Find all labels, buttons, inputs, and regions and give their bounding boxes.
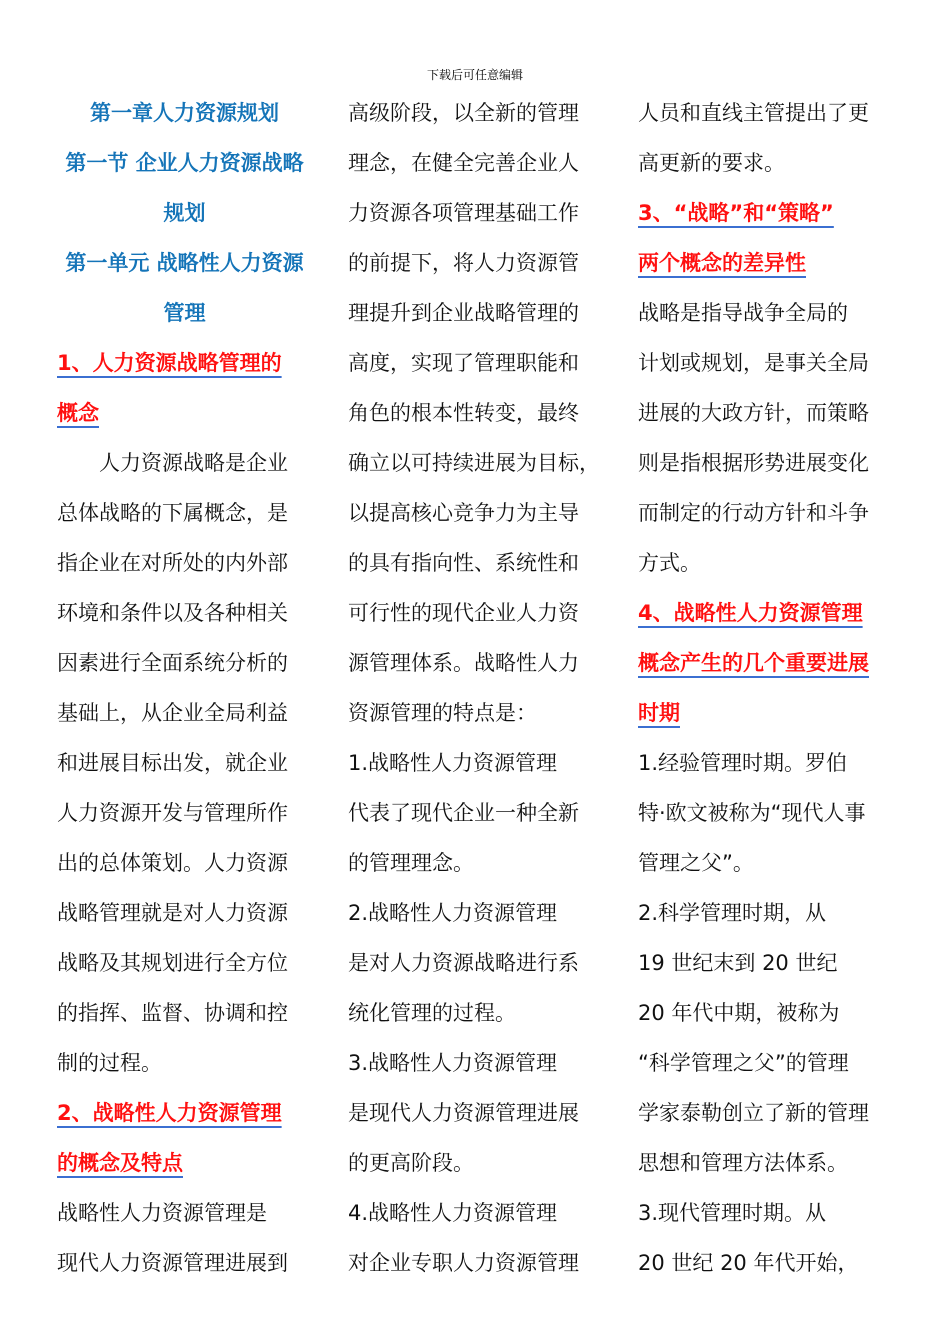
body-text-line: 战略及其规划进行全方位	[57, 951, 288, 975]
body-text-line: 进展的大政方针，而策略	[638, 401, 869, 425]
body-text-line: 角色的根本性转变，最终	[348, 401, 579, 425]
body-text-line: 1.经验管理时期。罗伯	[638, 751, 848, 775]
body-text-line: “科学管理之父”的管理	[638, 1051, 849, 1075]
section-heading-line: 时期	[638, 701, 680, 725]
body-text-line: 学家泰勒创立了新的管理	[638, 1101, 869, 1125]
body-text-line: 3.现代管理时期。从	[638, 1201, 827, 1225]
page-header: 下载后可任意编辑	[426, 68, 523, 82]
body-text-line: 和进展目标出发，就企业	[57, 751, 288, 775]
chapter-heading-line: 第一节 企业人力资源战略	[65, 151, 304, 175]
body-text-line: 战略是指导战争全局的	[638, 301, 848, 325]
body-text-line: 是对人力资源战略进行系	[348, 951, 579, 975]
body-text-line: 的管理理念。	[348, 851, 474, 875]
body-text-line: 思想和管理方法体系。	[638, 1151, 848, 1175]
body-text-line: 则是指根据形势进展变化	[638, 451, 869, 475]
body-text-line: 对企业专职人力资源管理	[348, 1251, 579, 1275]
body-text-line: 的指挥、监督、协调和控	[57, 1001, 288, 1025]
body-text-line: 理念，在健全完善企业人	[348, 151, 579, 175]
body-text-line: 源管理体系。战略性人力	[348, 651, 579, 675]
body-text-line: 而制定的行动方针和斗争	[638, 501, 869, 525]
body-text-line: 现代人力资源管理进展到	[57, 1251, 288, 1275]
section-heading-line: 的概念及特点	[57, 1151, 183, 1175]
body-text-line: 2.战略性人力资源管理	[348, 901, 558, 925]
body-text-line: 20 年代中期，被称为	[638, 1001, 840, 1025]
chapter-heading-line: 规划	[163, 201, 206, 225]
body-text-line: 资源管理的特点是：	[348, 701, 537, 725]
body-text-line: 人员和直线主管提出了更	[638, 101, 869, 125]
body-text-line: 19 世纪末到 20 世纪	[638, 951, 838, 975]
section-heading-line: 2、战略性人力资源管理	[57, 1101, 282, 1125]
body-text-line: 环境和条件以及各种相关	[57, 601, 288, 625]
body-text-line: 是现代人力资源管理进展	[348, 1101, 579, 1125]
section-heading-line: 概念产生的几个重要进展	[638, 651, 869, 675]
body-text-line: 力资源各项管理基础工作	[348, 201, 579, 225]
section-heading-line: 4、战略性人力资源管理	[638, 601, 863, 625]
body-text-line: 高度，实现了管理职能和	[348, 351, 579, 375]
body-text-line: 统化管理的过程。	[348, 1001, 516, 1025]
body-text-line: 高更新的要求。	[638, 151, 785, 175]
body-text-line: 以提高核心竞争力为主导	[348, 501, 579, 525]
body-text-line: 战略性人力资源管理是	[57, 1201, 267, 1225]
chapter-heading-line: 管理	[163, 301, 206, 325]
column-1	[57, 88, 312, 1288]
body-text-line: 1.战略性人力资源管理	[348, 751, 558, 775]
body-text-line: 指企业在对所处的内外部	[57, 551, 288, 575]
body-text-line: 管理之父”。	[638, 851, 754, 875]
body-text-line: 可行性的现代企业人力资	[348, 601, 579, 625]
body-text-line: 因素进行全面系统分析的	[57, 651, 288, 675]
body-text-line: 人力资源开发与管理所作	[57, 801, 288, 825]
body-text-line: 高级阶段，以全新的管理	[348, 101, 579, 125]
section-heading-line: 两个概念的差异性	[638, 251, 806, 275]
body-text-line: 理提升到企业战略管理的	[348, 301, 579, 325]
body-text-line: 的前提下，将人力资源管	[348, 251, 579, 275]
body-text-line: 总体战略的下属概念，是	[57, 501, 288, 525]
body-text-line: 出的总体策划。人力资源	[57, 851, 288, 875]
body-text-line: 3.战略性人力资源管理	[348, 1051, 558, 1075]
body-text-line: 代表了现代企业一种全新	[348, 801, 579, 825]
body-text-line: 特·欧文被称为“现代人事	[638, 801, 866, 825]
body-text-line: 20 世纪 20 年代开始，	[638, 1251, 859, 1275]
section-heading-line: 概念	[57, 401, 99, 425]
body-text-line: 制的过程。	[57, 1051, 162, 1075]
body-text-line: 战略管理就是对人力资源	[57, 901, 288, 925]
body-text-line: 基础上，从企业全局利益	[57, 701, 288, 725]
section-heading-line: 3、“战略”和“策略”	[638, 201, 834, 225]
body-text-line: 的具有指向性、系统性和	[348, 551, 579, 575]
column-2	[348, 88, 603, 1288]
section-heading-line: 1、人力资源战略管理的	[57, 351, 282, 375]
chapter-heading-line: 第一章人力资源规划	[90, 101, 279, 125]
body-text-line: 确立以可持续进展为目标，	[348, 451, 600, 475]
body-text-line: 计划或规划，是事关全局	[638, 351, 869, 375]
column-3	[638, 88, 893, 1288]
body-text-line: 方式。	[638, 551, 701, 575]
chapter-heading-line: 第一单元 战略性人力资源	[65, 251, 304, 275]
body-text-line: 人力资源战略是企业	[57, 451, 288, 475]
body-text-line: 的更高阶段。	[348, 1151, 474, 1175]
body-text-line: 4.战略性人力资源管理	[348, 1201, 558, 1225]
body-text-line: 2.科学管理时期，从	[638, 901, 827, 925]
